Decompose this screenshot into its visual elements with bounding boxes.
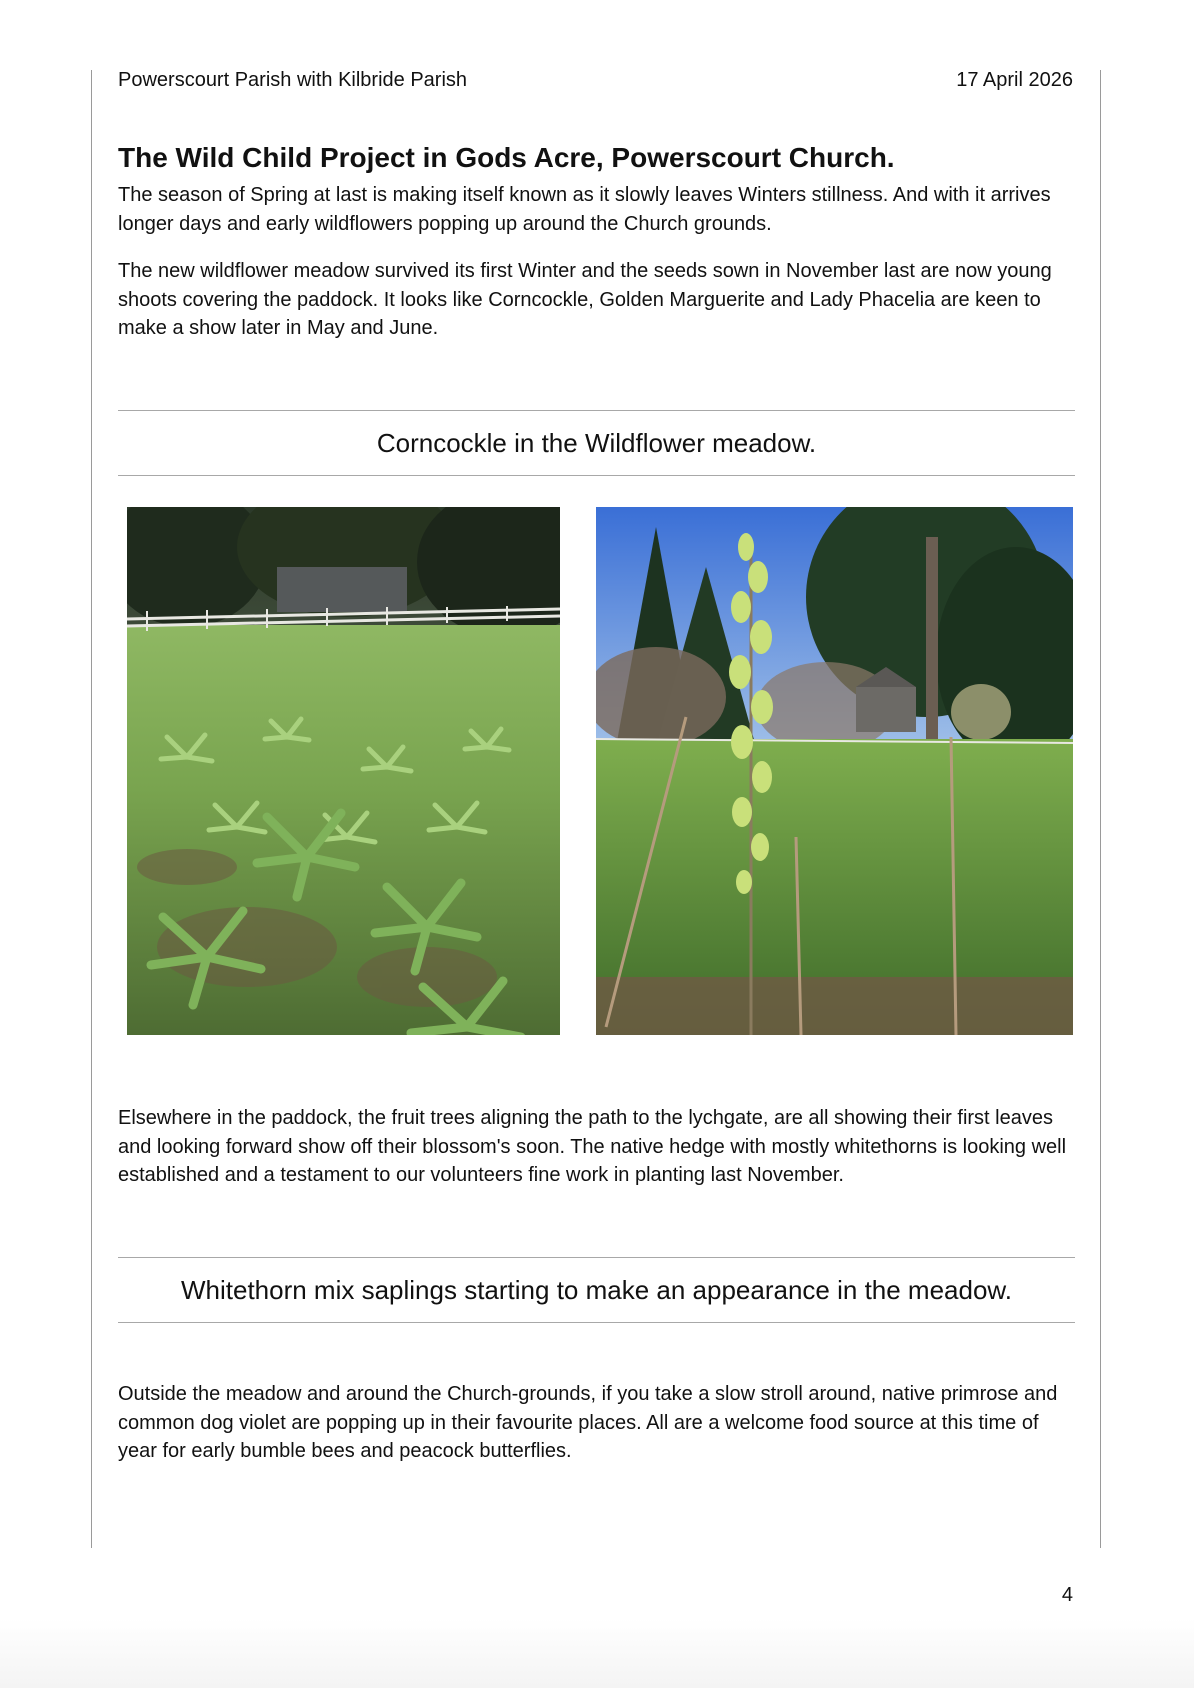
paragraph-paddock: Elsewhere in the paddock, the fruit trees aligning the path to the lychgate, are all showing their first leaves and looking forward show off their blossom's soon. The native hedge with mostly whitethorns is looking well established and a testament to our volunteers fine work in planting last November. <box>118 1107 1067 1186</box>
meadow-seedlings-photo <box>127 507 560 1035</box>
paragraph-spring: The season of Spring at last is making itself known as it slowly leaves Winters stillness. And with it arrives longer days and early wildflowers popping up around the Church grounds. <box>118 184 1051 235</box>
caption-whitethorn: Whitethorn mix saplings starting to make an appearance in the meadow. <box>118 1257 1075 1323</box>
parish-header: Powerscourt Parish with Kilbride Parish <box>118 69 468 91</box>
paragraph-meadow: The new wildflower meadow survived its first Winter and the seeds sown in November last are now young shoots covering the paddock. It looks like Corncockle, Golden Marguerite and Lady Phacelia are keen to make a show later in May and June. <box>118 260 1052 339</box>
left-margin-rule <box>91 70 92 1548</box>
right-margin-rule <box>1100 70 1101 1548</box>
page-number: 4 <box>1061 1584 1073 1606</box>
paragraph-grounds: Outside the meadow and around the Church-grounds, if you take a slow stroll around, native primrose and common dog violet are popping up in their favourite places. All are a welcome food source at this time of year for early bumble bees and peacock butterflies. <box>118 1383 1058 1462</box>
article-title: The Wild Child Project in Gods Acre, Powerscourt Church. <box>118 142 895 173</box>
date-header: 17 April 2026 <box>956 69 1073 91</box>
page-bottom-shadow <box>0 1618 1194 1688</box>
caption-corncockle: Corncockle in the Wildflower meadow. <box>118 410 1075 476</box>
sapling-in-meadow-photo <box>596 507 1073 1035</box>
